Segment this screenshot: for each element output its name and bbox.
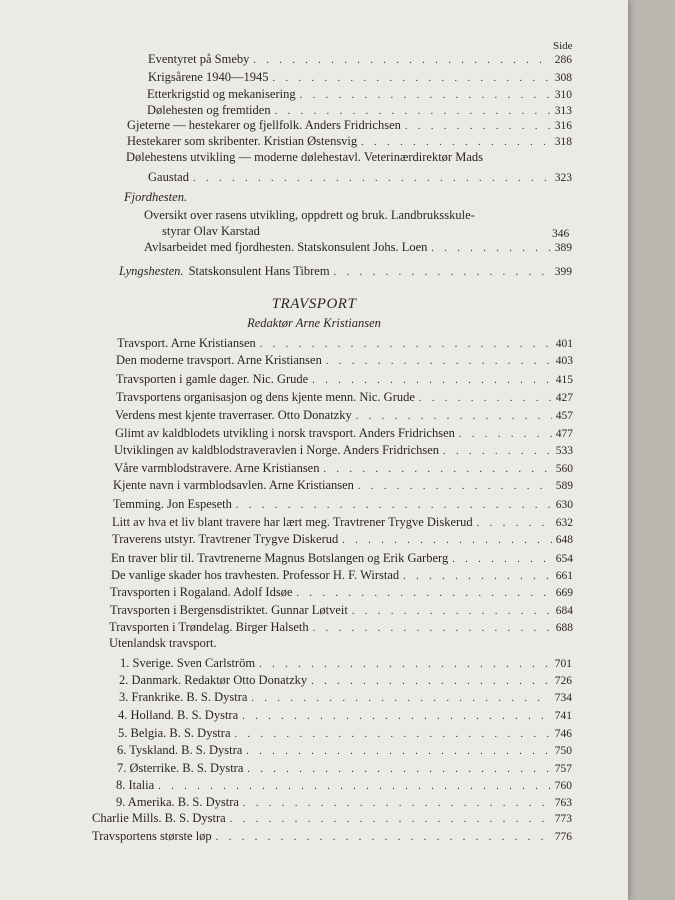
leader-dots xyxy=(431,242,550,256)
toc-entry-title-cont: Gaustad xyxy=(148,170,189,184)
leader-dots xyxy=(356,410,552,424)
toc-entry-page: 726 xyxy=(554,675,572,687)
toc-entry-page: 684 xyxy=(555,605,573,617)
toc-entry-page: 403 xyxy=(555,355,573,367)
leader-dots xyxy=(352,605,552,619)
leader-dots xyxy=(334,266,551,280)
toc-entry-page: 310 xyxy=(554,89,572,101)
toc-entry-title: Statskonsulent Hans Tibrem xyxy=(188,264,330,278)
side-column-label: Side xyxy=(553,40,573,52)
toc-entry xyxy=(116,778,572,794)
toc-entry xyxy=(119,690,572,706)
toc-entry-title: Eventyret på Smeby xyxy=(148,52,250,66)
leader-dots xyxy=(443,445,552,459)
toc-entry xyxy=(110,603,573,619)
toc-entry xyxy=(116,795,572,811)
toc-entry-page: 318 xyxy=(554,136,572,148)
toc-entry-title: Våre varmblodstravere. Arne Kristiansen xyxy=(114,461,320,475)
leader-dots xyxy=(246,745,550,759)
toc-entry-title: 7. Østerrike. B. S. Dystra xyxy=(117,761,244,775)
toc-entry-title: Utviklingen av kaldblodstraveravlen i Norge. Anders Fridrichsen xyxy=(114,443,440,457)
toc-entry-title: Glimt av kaldblodets utvikling i norsk travsport. Anders Fridrichsen xyxy=(115,426,455,440)
toc-entry-title: Travsport. Arne Kristiansen xyxy=(117,336,256,350)
leader-dots xyxy=(158,780,551,794)
toc-entry-title: En traver blir til. Travtrenerne Magnus Botslangen og Erik Garberg xyxy=(111,551,449,565)
section-editor: Redaktør Arne Kristiansen xyxy=(247,316,381,330)
toc-entry-title: 6. Tyskland. B. S. Dystra xyxy=(117,743,243,757)
toc-entry-page: 741 xyxy=(554,710,572,722)
toc-entry-page: 401 xyxy=(555,338,573,350)
toc-entry-title: Litt av hva et liv blant travere har lært meg. Travtrener Trygve Diskerud xyxy=(112,515,473,529)
toc-entry xyxy=(115,408,573,424)
toc-entry-title: Travsporten i Rogaland. Adolf Idsøe xyxy=(110,585,293,599)
toc-entry-title: Etterkrigstid og mekanisering xyxy=(147,87,296,101)
toc-entry-title: Kjente navn i varmblodsavlen. Arne Kristiansen xyxy=(113,478,354,492)
toc-entry-page: 630 xyxy=(555,499,573,511)
toc-entry xyxy=(148,70,572,86)
toc-entry xyxy=(118,726,572,742)
toc-entry-page: 316 xyxy=(554,120,572,132)
toc-entry xyxy=(148,52,572,68)
toc-entry-page: 323 xyxy=(554,172,572,184)
toc-entry-page: 346 xyxy=(552,228,570,240)
toc-entry xyxy=(113,497,573,513)
leader-dots xyxy=(243,797,551,811)
leader-dots xyxy=(326,355,552,369)
toc-entry-title: Krigsårene 1940—1945 xyxy=(148,70,269,84)
toc-entry-title: Travsporten i gamle dager. Nic. Grude xyxy=(116,372,309,386)
leader-dots xyxy=(313,622,552,636)
toc-entry xyxy=(117,761,572,777)
toc-entry-title: Hestekarer som skribenter. Kristian Østensvig xyxy=(127,134,358,148)
toc-entry xyxy=(115,426,573,442)
toc-entry-page: 734 xyxy=(554,692,572,704)
toc-entry-title: 4. Holland. B. S. Dystra xyxy=(118,708,239,722)
toc-entry-title: Charlie Mills. B. S. Dystra xyxy=(92,811,226,825)
leader-dots xyxy=(235,728,551,742)
toc-entry-page: 457 xyxy=(555,410,573,422)
toc-entry-title: Dølehestens utvikling — moderne dølehestavl. Veterinærdirektør Mads xyxy=(126,150,483,164)
toc-entry xyxy=(127,134,572,150)
toc-entry-page: 750 xyxy=(554,745,572,757)
toc-entry-title: 2. Danmark. Redaktør Otto Donatzky xyxy=(119,673,308,687)
toc-entry-page: 589 xyxy=(555,480,573,492)
toc-entry xyxy=(114,461,573,477)
leader-dots xyxy=(247,763,550,777)
leader-dots xyxy=(419,392,552,406)
toc-entry-page: 313 xyxy=(554,105,572,117)
toc-entry-page: 688 xyxy=(555,622,573,634)
leader-dots xyxy=(405,120,551,134)
toc-entry-title: Travsporten i Trøndelag. Birger Halseth xyxy=(109,620,309,634)
toc-entry xyxy=(117,743,572,759)
toc-entry-title-cont: styrar Olav Karstad xyxy=(162,224,260,238)
toc-entry-title: Travsportens organisasjon og dens kjente menn. Nic. Grude xyxy=(116,390,415,404)
toc-entry xyxy=(120,656,572,672)
toc-entry-title: Temming. Jon Espeseth xyxy=(113,497,232,511)
toc-entry-page: 632 xyxy=(555,517,573,529)
toc-entry-page: 308 xyxy=(554,72,572,84)
toc-entry xyxy=(92,829,572,845)
toc-entry-page: 399 xyxy=(554,266,572,278)
toc-entry xyxy=(111,551,573,567)
toc-entry-title: Verdens mest kjente traverraser. Otto Donatzky xyxy=(115,408,352,422)
toc-entry-page: 415 xyxy=(555,374,573,386)
toc-entry-page: 746 xyxy=(554,728,572,740)
toc-entry-page: 533 xyxy=(555,445,573,457)
toc-entry xyxy=(92,811,572,827)
toc-entry-title: Den moderne travsport. Arne Kristiansen xyxy=(116,353,322,367)
toc-entry-page: 648 xyxy=(555,534,573,546)
leader-dots xyxy=(300,89,551,103)
toc-entry-title: Avlsarbeidet med fjordhesten. Statskonsulent Johs. Loen xyxy=(144,240,428,254)
toc-entry-title: 1. Sverige. Sven Carlström xyxy=(120,656,256,670)
toc-entry-page: 760 xyxy=(554,780,572,792)
toc-entry xyxy=(119,264,572,280)
toc-entry xyxy=(111,568,573,584)
toc-entry xyxy=(113,478,573,494)
toc-entry-page: 560 xyxy=(555,463,573,475)
leader-dots xyxy=(403,570,552,584)
toc-entry-page: 763 xyxy=(554,797,572,809)
toc-entry xyxy=(127,118,572,134)
leader-dots xyxy=(459,428,552,442)
leader-dots xyxy=(251,692,550,706)
toc-entry-title: Traverens utstyr. Travtrener Trygve Diskerud xyxy=(112,532,339,546)
toc-entry xyxy=(117,336,573,352)
toc-entry xyxy=(116,390,573,406)
toc-entry-page: 654 xyxy=(555,553,573,565)
toc-entry-title: Dølehesten og fremtiden xyxy=(147,103,271,117)
toc-entry xyxy=(112,515,573,531)
leader-dots xyxy=(477,517,552,531)
toc-entry-page: 389 xyxy=(554,242,572,254)
leader-dots xyxy=(361,136,551,150)
toc-entry-title: 5. Belgia. B. S. Dystra xyxy=(118,726,231,740)
leader-dots xyxy=(452,553,552,567)
toc-entry-page: 661 xyxy=(555,570,573,582)
leader-dots xyxy=(242,710,551,724)
leader-dots xyxy=(275,105,551,119)
subsection-heading: Utenlandsk travsport. xyxy=(109,636,217,650)
toc-entry-title: 3. Frankrike. B. S. Dystra xyxy=(119,690,248,704)
leader-dots xyxy=(259,658,551,672)
leader-dots xyxy=(216,831,551,845)
toc-entry-title: Oversikt over rasens utvikling, oppdrett og bruk. Landbruksskule- xyxy=(144,208,475,222)
leader-dots xyxy=(236,499,552,513)
leader-dots xyxy=(260,338,552,352)
toc-entry xyxy=(112,532,573,548)
leader-dots xyxy=(297,587,552,601)
subsection-heading: Lyngshesten. xyxy=(119,264,184,278)
toc-entry xyxy=(116,353,573,369)
section-title: TRAVSPORT xyxy=(271,296,357,312)
leader-dots xyxy=(312,374,552,388)
subsection-heading: Fjordhesten. xyxy=(124,190,188,204)
toc-entry-title: Gjeterne — hestekarer og fjellfolk. Anders Fridrichsen xyxy=(127,118,401,132)
toc-entry-title: 8. Italia xyxy=(116,778,155,792)
toc-entry-page: 669 xyxy=(555,587,573,599)
leader-dots xyxy=(193,172,551,186)
toc-entry xyxy=(114,443,573,459)
toc-entry-page: 701 xyxy=(554,658,572,670)
toc-entry xyxy=(119,673,572,689)
leader-dots xyxy=(230,813,551,827)
leader-dots xyxy=(358,480,552,494)
toc-entry-title: De vanlige skader hos travhesten. Professor H. F. Wirstad xyxy=(111,568,400,582)
toc-entry xyxy=(147,103,572,119)
toc-entry-page: 286 xyxy=(554,54,572,66)
leader-dots xyxy=(342,534,551,548)
toc-entry-page: 477 xyxy=(555,428,573,440)
toc-entry-title: Travsportens største løp xyxy=(92,829,212,843)
toc-entry-title: 9. Amerika. B. S. Dystra xyxy=(116,795,239,809)
toc-entry-title: Travsporten i Bergensdistriktet. Gunnar Løtveit xyxy=(110,603,348,617)
toc-entry-page: 757 xyxy=(554,763,572,775)
toc-entry xyxy=(116,372,573,388)
toc-entry xyxy=(147,87,572,103)
toc-entry xyxy=(144,240,572,256)
toc-entry-page: 773 xyxy=(554,813,572,825)
leader-dots xyxy=(323,463,551,477)
toc-entry xyxy=(109,620,573,636)
toc-entry xyxy=(118,708,572,724)
leader-dots xyxy=(253,54,550,68)
leader-dots xyxy=(272,72,550,86)
toc-entry-page: 776 xyxy=(554,831,572,843)
leader-dots xyxy=(311,675,551,689)
toc-entry xyxy=(148,170,572,186)
toc-entry xyxy=(110,585,573,601)
toc-entry-page: 427 xyxy=(555,392,573,404)
